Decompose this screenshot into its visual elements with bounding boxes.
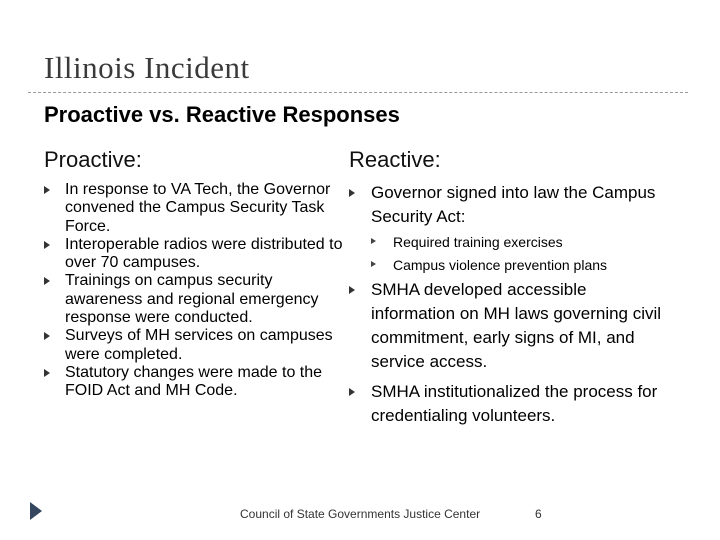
proactive-list (44, 181, 344, 401)
list-item-text: SMHA institutionalized the process for credentialing volunteers. (371, 382, 658, 425)
list-item (44, 364, 344, 401)
sub-list-item (349, 255, 669, 275)
sub-list-item-text: Required training exercises (393, 234, 563, 250)
page-number: 6 (535, 507, 542, 521)
title-divider (28, 92, 688, 93)
list-item-text: In response to VA Tech, the Governor convened the Campus Security Task Force. (65, 181, 331, 235)
footer-organization: Council of State Governments Justice Center (240, 507, 481, 521)
triangle-bullet-icon (371, 238, 376, 244)
proactive-heading: Proactive: (44, 147, 142, 172)
list-item-text: SMHA developed accessible information on MH laws governing civil commitment, early signs of MI, and service access. (371, 280, 662, 371)
triangle-bullet-icon (349, 286, 355, 294)
list-item-text: Statutory changes were made to the FOID Act and MH Code. (65, 363, 323, 400)
next-slide-arrow-icon[interactable] (30, 502, 42, 520)
list-item (44, 181, 344, 236)
triangle-bullet-icon (44, 186, 50, 194)
list-item (349, 181, 669, 229)
list-item-text: Interoperable radios were distributed to over 70 campuses. (65, 235, 343, 272)
reactive-heading: Reactive: (349, 147, 441, 172)
list-item-text: Trainings on campus security awareness and regional emergency response were conducted. (65, 272, 319, 327)
list-item (44, 236, 344, 273)
triangle-bullet-icon (44, 241, 50, 249)
list-item (349, 278, 669, 374)
triangle-bullet-icon (44, 277, 50, 285)
triangle-bullet-icon (349, 189, 355, 197)
triangle-bullet-icon (349, 388, 355, 396)
triangle-bullet-icon (371, 261, 376, 267)
slide-subtitle: Proactive vs. Reactive Responses (44, 102, 400, 127)
sub-list-item-text: Campus violence prevention plans (393, 257, 608, 273)
list-item-text: Surveys of MH services on campuses were completed. (65, 327, 333, 363)
list-item-text: Governor signed into law the Campus Security Act: (371, 183, 656, 226)
triangle-bullet-icon (44, 332, 50, 340)
reactive-list (349, 181, 669, 428)
list-item (44, 272, 344, 327)
triangle-bullet-icon (44, 369, 50, 377)
list-item (44, 327, 344, 364)
list-item (349, 380, 669, 428)
sub-list-item (349, 232, 669, 252)
slide-title: Illinois Incident (44, 50, 250, 85)
